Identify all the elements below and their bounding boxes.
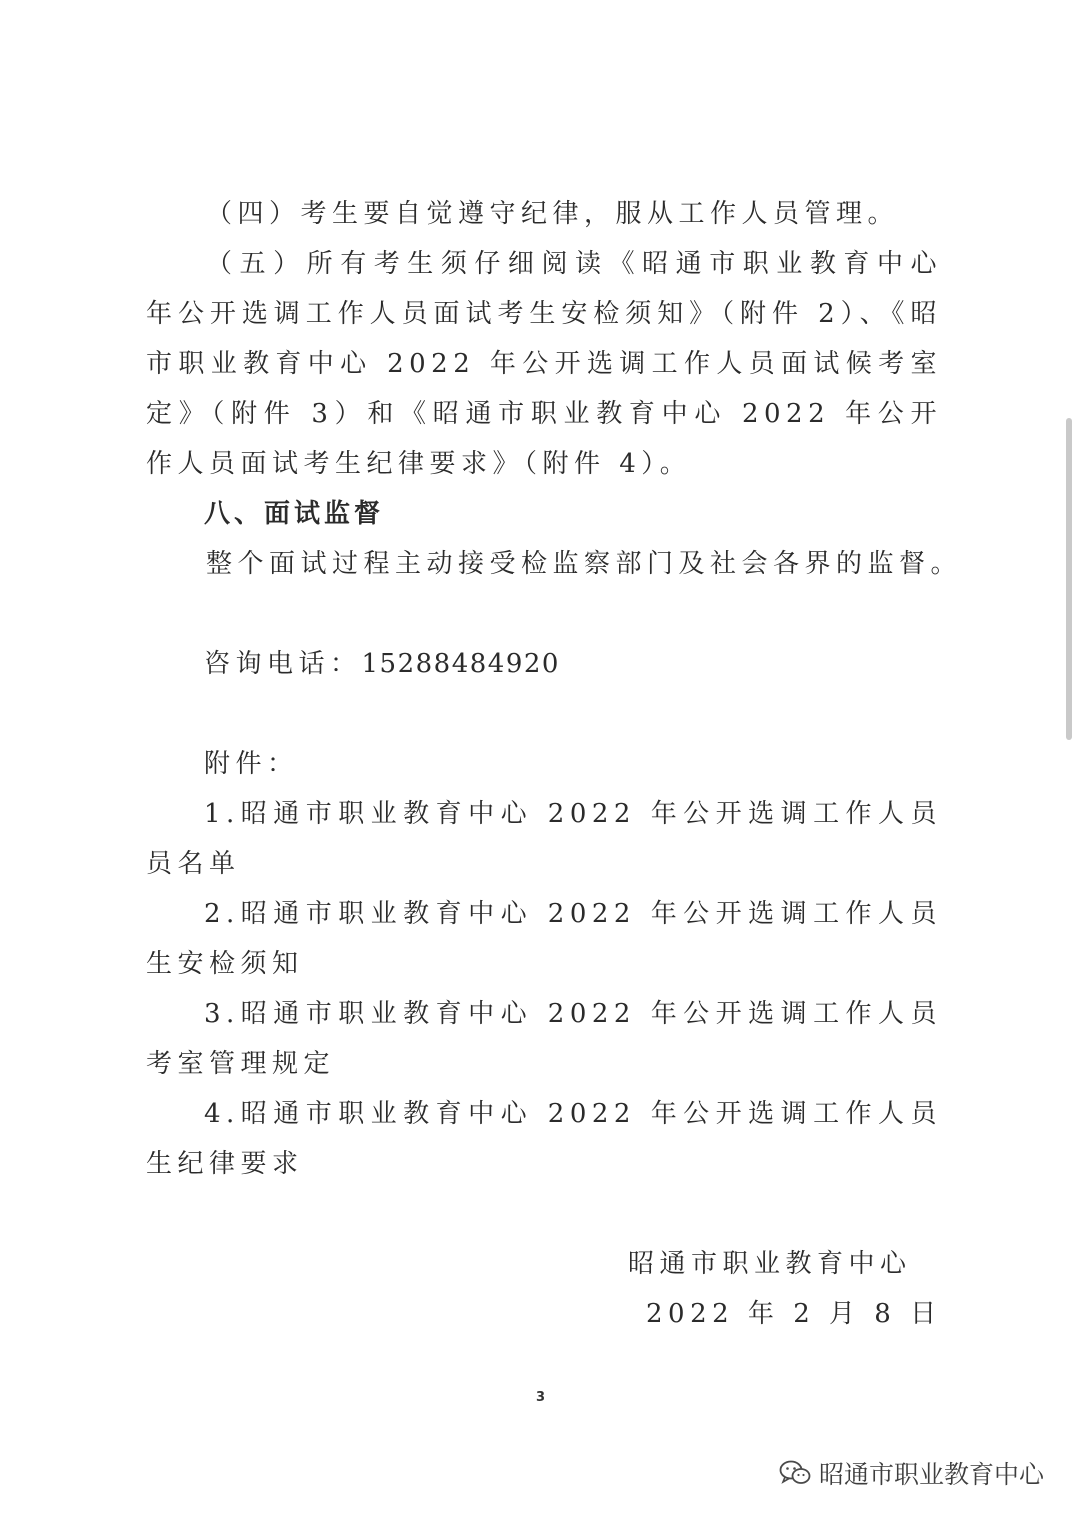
wechat-icon xyxy=(779,1459,811,1487)
vertical-scrollbar[interactable] xyxy=(1066,418,1072,740)
contact-phone: 15288484920 xyxy=(361,649,560,679)
attachment-item-4-line-1: 4.昭通市职业教育中心 2022 年公开选调工作人员 xyxy=(204,1099,942,1129)
contact-label: 咨询电话： xyxy=(204,649,362,679)
paragraph-item-5-line-1: （五）所有考生须仔细阅读《昭通市职业教育中心 xyxy=(206,249,942,279)
attachment-item-3-line-1: 3.昭通市职业教育中心 2022 年公开选调工作人员 xyxy=(204,999,942,1029)
section-heading-supervision: 八、面试监督 xyxy=(204,499,385,529)
paragraph-item-4: （四）考生要自觉遵守纪律，服从工作人员管理。 xyxy=(206,199,900,229)
attachment-item-2-line-1: 2.昭通市职业教育中心 2022 年公开选调工作人员 xyxy=(204,899,942,929)
signature-organization: 昭通市职业教育中心 xyxy=(628,1249,912,1279)
paragraph-item-5-line-5: 作人员面试考生纪律要求》（附件 4）。 xyxy=(146,449,692,479)
section-supervision-body: 整个面试过程主动接受检监察部门及社会各界的监督。 xyxy=(206,549,963,579)
attachments-heading: 附件： xyxy=(204,749,299,779)
page-number: 3 xyxy=(536,1390,546,1405)
paragraph-item-5-line-3: 市职业教育中心 2022 年公开选调工作人员面试候考室 xyxy=(146,349,942,379)
paragraph-item-5-line-2: 年公开选调工作人员面试考生安检须知》（附件 2）、《昭 xyxy=(146,299,942,329)
signature-date: 2022 年 2 月 8 日 xyxy=(646,1299,942,1329)
attachment-item-1-line-1: 1.昭通市职业教育中心 2022 年公开选调工作人员 xyxy=(204,799,942,829)
attachment-item-4-line-2: 生纪律要求 xyxy=(146,1149,304,1179)
attachment-item-3-line-2: 考室管理规定 xyxy=(146,1049,336,1079)
paragraph-item-5-line-4: 定》（附件 3）和《昭通市职业教育中心 2022 年公开 xyxy=(146,399,942,429)
watermark-text: 昭通市职业教育中心 xyxy=(818,1460,1044,1489)
attachment-item-2-line-2: 生安检须知 xyxy=(146,949,304,979)
contact-line xyxy=(204,646,560,682)
account-watermark xyxy=(779,1455,1044,1491)
attachment-item-1-line-2: 员名单 xyxy=(146,849,241,879)
